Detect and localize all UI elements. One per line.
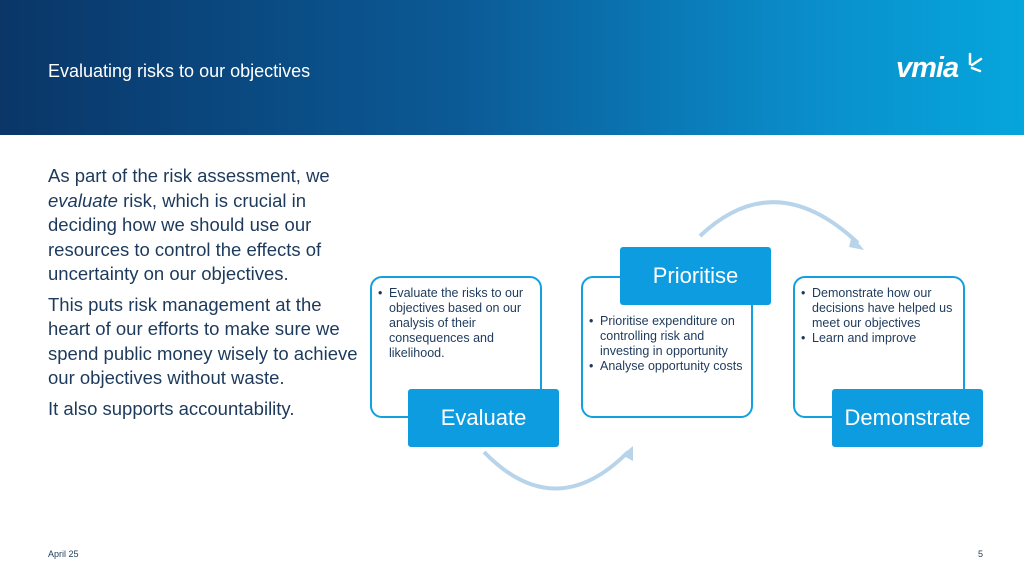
arrow-bottom-arc [484, 452, 628, 489]
slide-title: Evaluating risks to our objectives [48, 61, 311, 81]
list-item: • Learn and improve [801, 331, 957, 346]
prioritise-stage: Prioritise [620, 247, 771, 305]
list-item: • Prioritise expenditure on controlling risk and investing in opportunity [589, 314, 745, 359]
evaluate-stage: Evaluate [408, 389, 559, 447]
list-item: • Evaluate the risks to our objectives based on our analysis of their consequences and likelihood. [378, 286, 534, 361]
paragraph-2: This puts risk management at the heart of our efforts to make sure we spend public money wisely to achieve our objectives without waste. [48, 293, 358, 388]
paragraph-3: It also supports accountability. [48, 397, 295, 419]
evaluate-bullets [378, 286, 534, 361]
footer-date: April 25 [48, 549, 79, 559]
arrow-top-arc [700, 202, 858, 243]
demonstrate-bullets [801, 286, 957, 346]
page-number: 5 [978, 549, 984, 559]
prioritise-bullets [589, 314, 745, 374]
demonstrate-stage: Demonstrate [832, 389, 983, 447]
paragraph-1: As part of the risk assessment, we evaluate risk, which is crucial in deciding how we should use our resources to control the effects of uncertainty on our objectives. [48, 165, 330, 284]
list-item: • Demonstrate how our decisions have helped us meet our objectives [801, 286, 957, 331]
vmia-logo: vmia [896, 52, 959, 84]
list-item: • Analyse opportunity costs [589, 359, 745, 374]
